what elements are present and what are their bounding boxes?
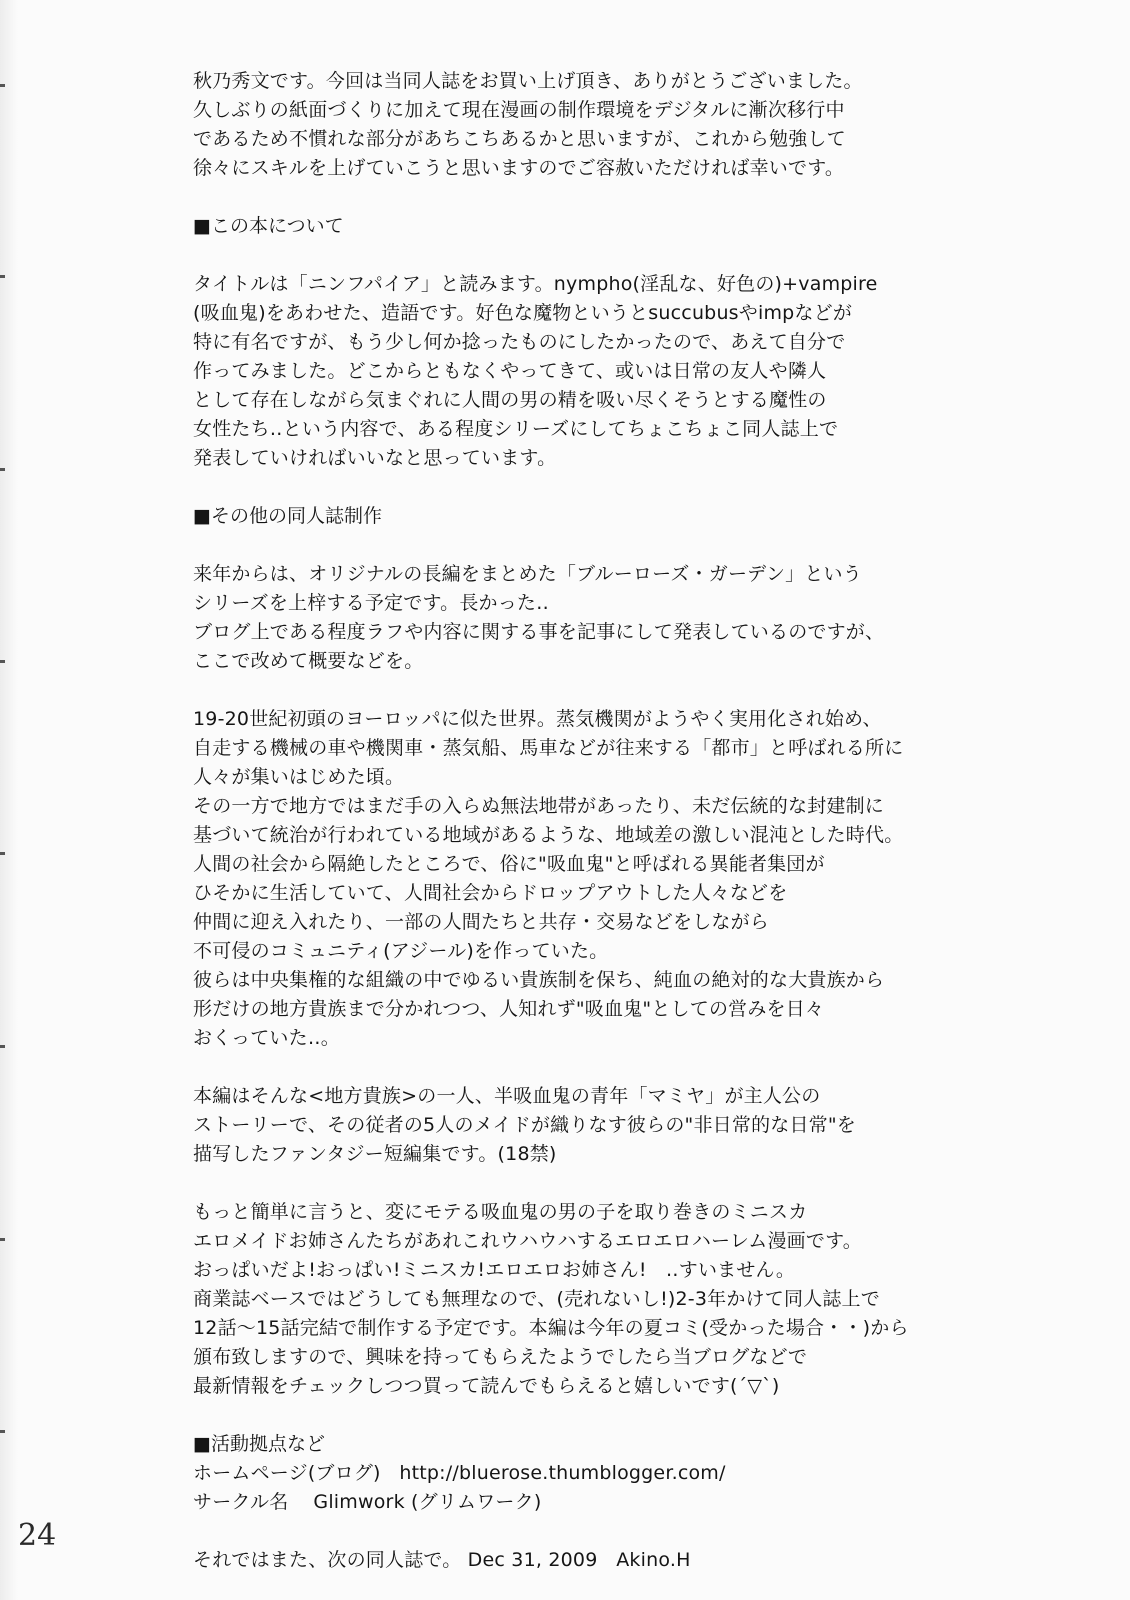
other-works-paragraph-2 [193,705,1073,1053]
text-line: 彼らは中央集権的な組織の中でゆるい貴族制を保ち、純血の絶対的な大貴族から [193,969,885,991]
text-line: 形だけの地方貴族まで分かれつつ、人知れず"吸血鬼"としての営みを日々 [193,998,825,1020]
text-line: もっと簡単に言うと、変にモテる吸血鬼の男の子を取り巻きのミニスカ [193,1201,808,1223]
text-line: 久しぶりの紙面づくりに加えて現在漫画の制作環境をデジタルに漸次移行中 [193,99,845,121]
closing-date: Dec 31, 2009 [467,1549,598,1571]
text-line: エロメイドお姉さんたちがあれこれウハウハするエロエロハーレム漫画です。 [193,1230,862,1252]
text-line: その一方で地方ではまだ手の入らぬ無法地帯があったり、未だ伝統的な封建制に [193,795,885,817]
text-line: 不可侵のコミュニティ(アジール)を作っていた。 [193,940,609,962]
text-line: 12話～15話完結で制作する予定です。本編は今年の夏コミ(受かった場合・・)から [193,1317,909,1339]
text-line: 本編はそんな<地方貴族>の一人、半吸血鬼の青年「マミヤ」が主人公の [193,1085,821,1107]
homepage-url-link[interactable]: http://bluerose.thumblogger.com/ [399,1462,726,1484]
text-line: 秋乃秀文です。今回は当同人誌をお買い上げ頂き、ありがとうございました。 [193,70,863,92]
homepage-label: ホームページ(ブログ) [193,1462,381,1484]
text-line: 作ってみました。どこからともなくやってきて、或いは日常の友人や隣人 [193,360,827,382]
text-line: として存在しながら気まぐれに人間の男の精を吸い尽くそうとする魔性の [193,389,827,411]
intro-paragraph [193,67,1073,183]
text-line: シリーズを上梓する予定です。長かった‥ [193,592,550,614]
text-line: タイトルは「ニンフパイア」と読みます。nympho(淫乱な、好色の)+vampire [193,273,878,295]
section-heading-activity-base: ■活動拠点など [193,1433,325,1455]
binding-mark [0,1045,5,1048]
closing-text: それではまた、次の同人誌で。 [193,1549,462,1571]
binding-mark [0,1430,5,1433]
text-line: 商業誌ベースではどうしても無理なので、(売れないし!)2-3年かけて同人誌上で [193,1288,880,1310]
text-line: 徐々にスキルを上げていこうと思いますのでご容赦いただければ幸いです。 [193,157,845,179]
other-works-paragraph-1 [193,560,1073,676]
text-line: 人々が集いはじめた頃。 [193,766,405,788]
text-line: おっぱいだよ!おっぱい!ミニスカ!エロエロお姉さん! ‥すいません。 [193,1259,796,1281]
text-line: 頒布致しますので、興味を持ってもらえたようでしたら当ブログなどで [193,1346,808,1368]
binding-mark [0,1238,5,1241]
text-line: 最新情報をチェックしつつ買って読んでもらえると嬉しいです(´▽`) [193,1375,780,1397]
scan-edge-shadow [0,0,18,1600]
text-line: ここで改めて概要などを。 [193,650,424,672]
text-line: ストーリーで、その従者の5人のメイドが織りなす彼らの"非日常的な日常"を [193,1114,857,1136]
text-line: ひそかに生活していて、人間社会からドロップアウトした人々などを [193,882,788,904]
other-works-paragraph-4 [193,1198,1073,1401]
about-book-paragraph [193,270,1073,473]
text-line: であるため不慣れな部分があちこちあるかと思いますが、これから勉強して [193,128,846,150]
text-line: 来年からは、オリジナルの長編をまとめた「ブルーローズ・ガーデン」という [193,563,862,585]
circle-name: Glimwork (グリムワーク) [313,1491,542,1513]
closing-line [193,1546,1073,1575]
text-line: 自走する機械の車や機関車・蒸気船、馬車などが往来する「都市」と呼ばれる所に [193,737,904,759]
binding-mark [0,468,5,471]
text-line: おくっていた‥。 [193,1027,340,1049]
text-line: (吸血鬼)をあわせた、造語です。好色な魔物というとsuccubusやimpなどが [193,302,853,324]
text-line: 発表していければいいなと思っています。 [193,447,557,469]
text-line: 人間の社会から隔絶したところで、俗に"吸血鬼"と呼ばれる異能者集団が [193,853,825,875]
text-line: 仲間に迎え入れたり、一部の人間たちと共存・交易などをしながら [193,911,770,933]
text-line: 19-20世紀初頭のヨーロッパに似た世界。蒸気機関がようやく実用化され始め、 [193,708,882,730]
section-heading-other-works: ■その他の同人誌制作 [193,505,382,527]
section-heading-about-book: ■この本について [193,215,344,237]
text-line: 女性たち‥という内容で、ある程度シリーズにしてちょこちょこ同人誌上で [193,418,839,440]
page-number: 24 [18,1518,57,1553]
text-line: 描写したファンタジー短編集です。(18禁) [193,1143,557,1165]
binding-mark [0,84,5,87]
circle-row [193,1488,1073,1517]
binding-mark [0,275,5,278]
closing-author: Akino.H [616,1549,691,1571]
text-line: 特に有名ですが、もう少し何か捻ったものにしたかったので、あえて自分で [193,331,846,353]
binding-mark [0,852,5,855]
other-works-paragraph-3 [193,1082,1073,1169]
binding-mark [0,660,5,663]
circle-label: サークル名 [193,1491,289,1513]
text-line: ブログ上である程度ラフや内容に関する事を記事にして発表しているのですが、 [193,621,885,643]
homepage-row [193,1459,1073,1488]
afterword-text [193,67,1073,1575]
text-line: 基づいて統治が行われている地域があるような、地域差の激しい混沌とした時代。 [193,824,904,846]
